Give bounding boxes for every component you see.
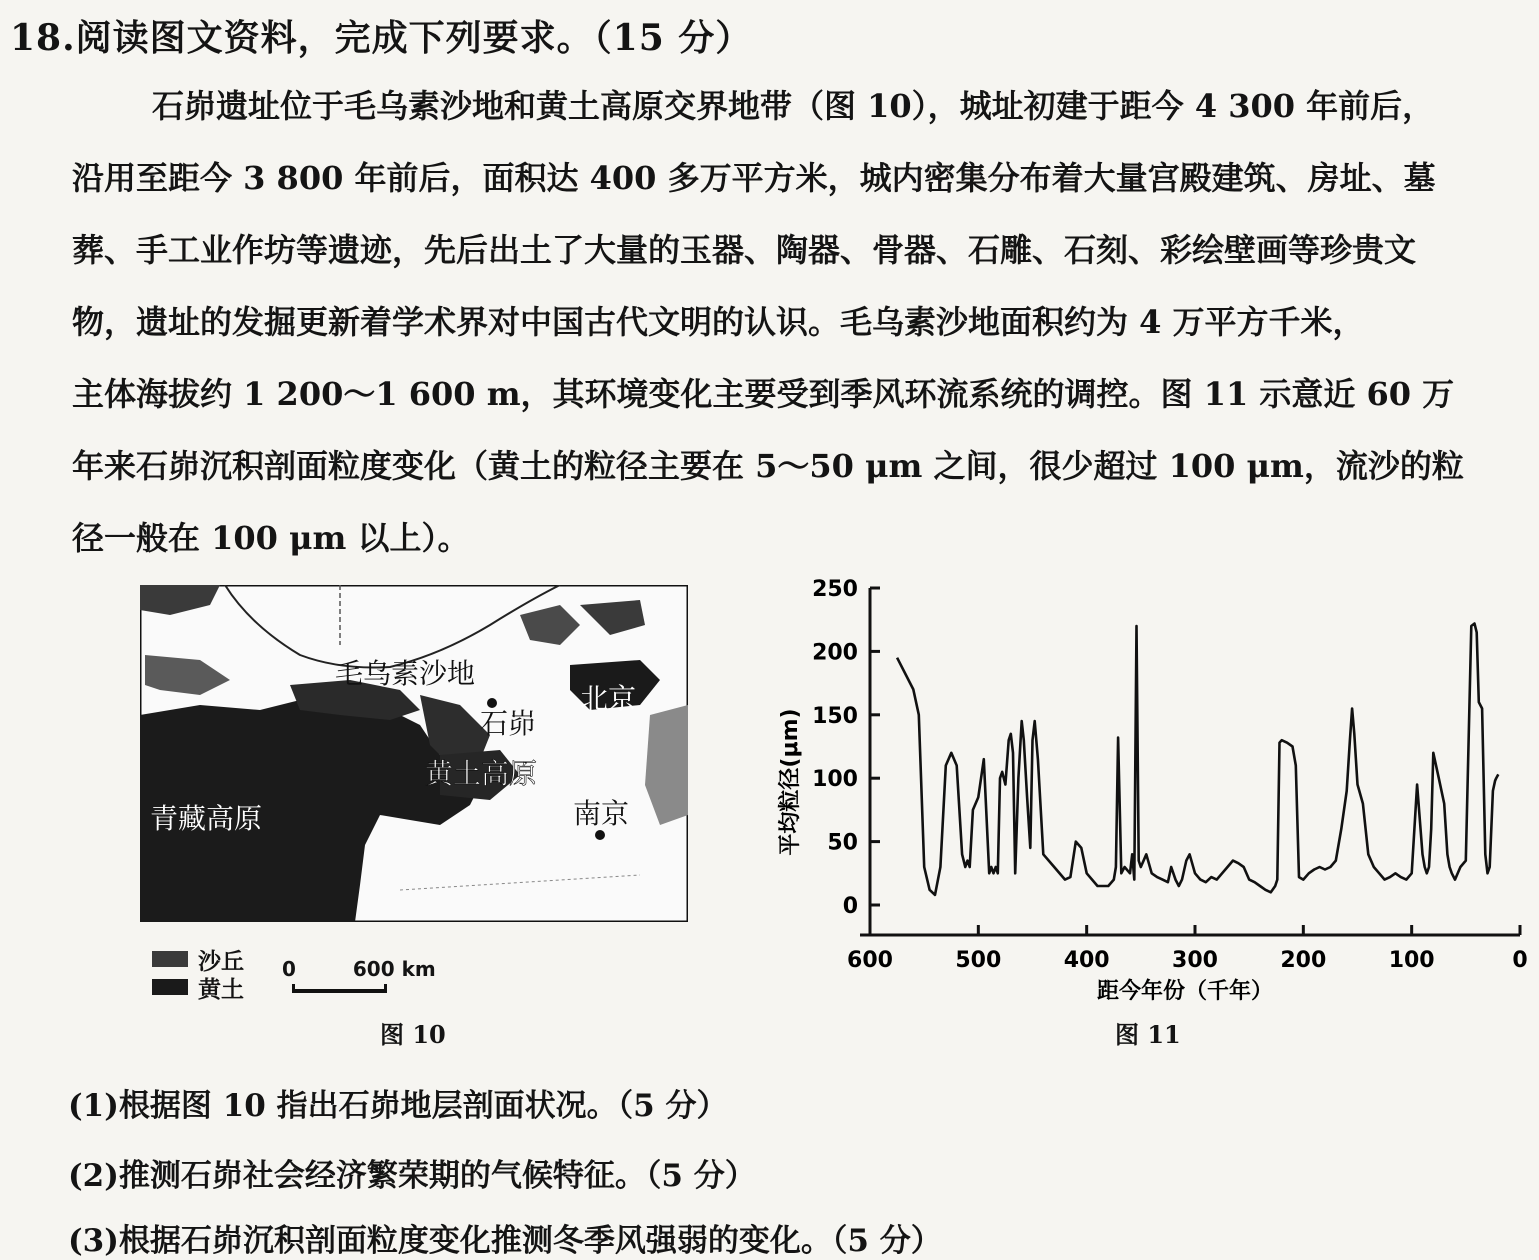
chart-ticks <box>812 577 1528 973</box>
loess-plateau-label: 黄土高原 <box>425 757 538 790</box>
nanjing-marker <box>595 830 605 840</box>
figure-11-caption: 图 11 <box>1115 1020 1181 1049</box>
material-paragraph <box>72 70 1532 574</box>
x-tick-label: 200 <box>1280 948 1327 973</box>
x-tick-label: 100 <box>1388 948 1435 973</box>
x-tick-label: 500 <box>955 948 1002 973</box>
paragraph-line: 年来石峁沉积剖面粒度变化（黄土的粒径主要在 5～50 μm 之间，很少超过 100 μm，流沙的粒 <box>72 447 1464 485</box>
x-tick-label: 0 <box>1512 948 1528 973</box>
shimao-label: 石峁 <box>480 707 537 740</box>
x-tick-label: 300 <box>1172 948 1218 973</box>
legend-label: 黄土 <box>198 975 244 1003</box>
grain-size-series-line <box>897 624 1498 895</box>
x-tick-label: 400 <box>1063 948 1110 973</box>
y-tick-label: 100 <box>812 767 858 793</box>
paragraph-line: 主体海拔约 1 200～1 600 m，其环境变化主要受到季风环流系统的调控。图 11 示意近 60 万 <box>72 375 1455 413</box>
question-title: 阅读图文资料，完成下列要求。（15 分） <box>75 17 753 59</box>
paragraph-line: 径一般在 100 μm 以上）。 <box>72 519 470 557</box>
nanjing-label: 南京 <box>573 797 630 830</box>
y-tick-label: 200 <box>812 640 858 666</box>
figure-10-caption: 图 10 <box>380 1020 446 1049</box>
loess-swatch <box>152 979 188 995</box>
y-tick-label: 0 <box>842 894 858 919</box>
legend-item <box>152 945 244 973</box>
question-header <box>10 10 752 61</box>
figure-10-legend <box>152 945 244 1001</box>
qinghai-tibet-label: 青藏高原 <box>150 802 263 835</box>
y-axis-label: 平均粒径(μm) <box>778 708 803 856</box>
figure-11-chart <box>765 570 1535 1030</box>
scale-line <box>292 989 387 993</box>
beijing-label: 北京 <box>580 682 637 715</box>
sub-question-1: (1)根据图 10 指出石峁地层剖面状况。（5 分） <box>68 1088 728 1124</box>
paragraph-line: 葬、手工业作坊等遗迹，先后出土了大量的玉器、陶器、骨器、石雕、石刻、彩绘壁画等珍贵文 <box>72 231 1417 269</box>
scale-bar <box>282 957 436 981</box>
figure-10-map <box>140 585 688 922</box>
y-tick-label: 50 <box>827 830 858 856</box>
scale-zero: 0 <box>282 957 296 981</box>
x-tick-label: 600 <box>847 948 893 973</box>
chart-axes <box>860 588 1520 935</box>
y-tick-label: 250 <box>812 577 858 602</box>
paragraph-line: 物，遗址的发掘更新着学术界对中国古代文明的认识。毛乌素沙地面积约为 4 万平方千米， <box>72 303 1365 341</box>
mu-us-label: 毛乌素沙地 <box>335 657 476 690</box>
scale-distance: 600 km <box>352 957 436 981</box>
sub-question-2: (2)推测石峁社会经济繁荣期的气候特征。（5 分） <box>68 1158 756 1194</box>
question-number: 18. <box>10 17 76 59</box>
y-tick-label: 150 <box>812 703 858 729</box>
dune-swatch <box>152 951 188 967</box>
sub-question-3: (3)根据石峁沉积剖面粒度变化推测冬季风强弱的变化。（5 分） <box>68 1223 942 1259</box>
paragraph-line: 沿用至距今 3 800 年前后，面积达 400 多万平方米，城内密集分布着大量宫殿建筑、房址、墓 <box>72 159 1436 197</box>
legend-item <box>152 973 244 1001</box>
paragraph-line: 石峁遗址位于毛乌素沙地和黄土高原交界地带（图 10），城址初建于距今 4 300 年前后， <box>152 87 1435 125</box>
legend-label: 沙丘 <box>198 947 244 975</box>
x-axis-label: 距今年份（千年） <box>1096 979 1274 1004</box>
